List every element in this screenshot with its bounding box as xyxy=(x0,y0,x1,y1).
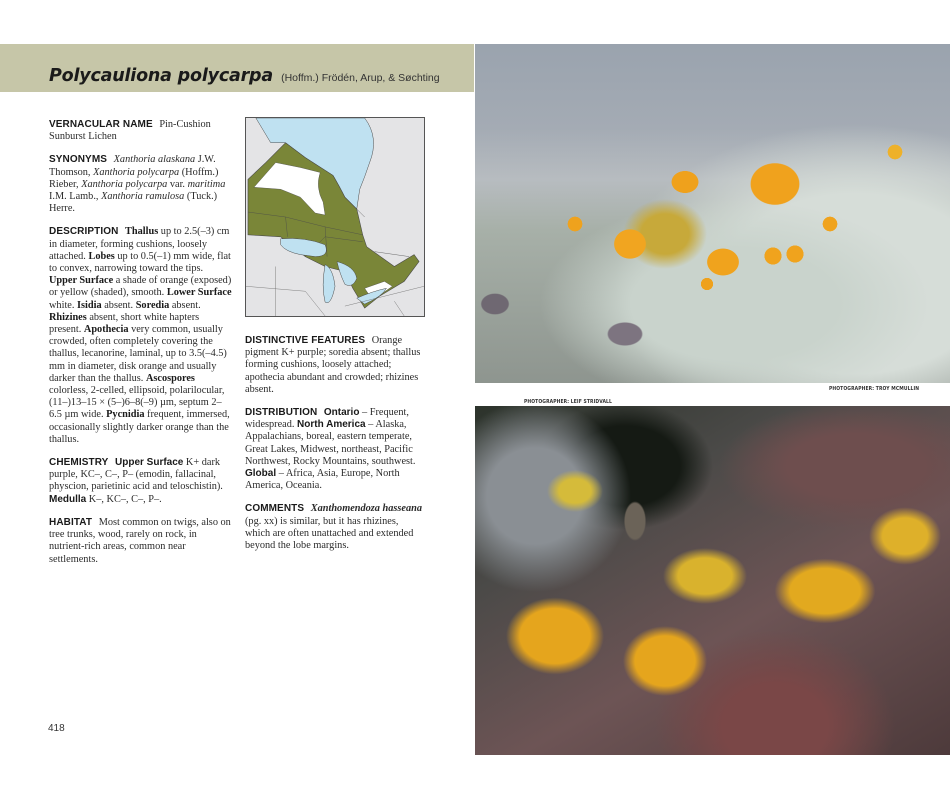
section-heading: DISTINCTIVE FEATURES xyxy=(245,335,366,346)
section-heading: DESCRIPTION xyxy=(49,226,119,238)
section-chemistry xyxy=(49,457,232,506)
section-heading: VERNACULAR NAME xyxy=(49,119,153,130)
section-description xyxy=(49,226,232,446)
text-column-2 xyxy=(245,335,425,563)
section-text: Pin-Cushion Sunburst Lichen xyxy=(49,119,211,143)
authority: (Hoffm.) Frödén, Arup, & Søchting xyxy=(281,72,440,84)
scientific-name: Polycauliona polycarpa xyxy=(49,66,273,86)
species-title xyxy=(49,66,440,86)
section-rich-text: Ontario – Frequent, widespread. North America – Alaska, Appalachians, boreal, eastern temperate, Great Lakes, Midwest, northeast, Pacific Northwest, Rocky Mountains, southwest. Global – Africa, Asia, Europe, North America, Oceania. xyxy=(245,407,416,492)
page-number: 418 xyxy=(48,723,65,734)
section-heading: CHEMISTRY xyxy=(49,457,109,469)
ontario-map-graphic xyxy=(246,118,424,316)
section-heading: SYNONYMS xyxy=(49,154,108,166)
section-heading: HABITAT xyxy=(49,516,93,528)
section-text: Most common on twigs, also on tree trunks, wood, rarely on rock, in nutrient-rich areas, common near settlements. xyxy=(49,516,231,565)
distribution-map xyxy=(245,117,425,317)
section-comments xyxy=(245,503,425,552)
section-rich-text: Thallus up to 2.5(–3) cm in diameter, forming cushions, loosely attached. Lobes up to 0.5(–1) mm wide, flat to convex, narrowing toward the tips. Upper Surface a shade of orange (exposed) or yellow (shaded), smooth. Lower Surface white. Isidia absent. Soredia absent. Rhizines absent, short white hapters present. Apothecia very common, usually crowded, often completely covering the thallus, lecanorine, laminal, up to 3.5(–4.5) mm in diameter, disk orange and usually darker than the thallus. Ascospores colorless, 2-celled, ellipsoid, polarilocular, (11–)13–15 × (5–)6–8(–9) µm, septum 2–6.5 µm wide. Pycnidia frequent, immersed, occasionally slightly darker orange than the thallus. xyxy=(49,226,232,445)
section-vernacular xyxy=(49,119,232,143)
section-text: Orange pigment K+ purple; soredia absent; thallus forming cushions, loosely attached; apothecia abundant and crowded; rhizines absent. xyxy=(245,335,421,395)
section-synonyms xyxy=(49,154,232,215)
photo-top xyxy=(475,44,950,383)
section-rich-text: Upper Surface K+ dark purple, KC–, C–, P– (emodin, fallacinal, physcion, parietinic acid and teloschistin). Medulla K–, KC–, C–, P–. xyxy=(49,457,223,505)
section-rich-text: Xanthomendoza hasseana (pg. xx) is similar, but it has rhizines, which are often unattached and extended beyond the lobe margins. xyxy=(245,503,423,552)
section-heading: COMMENTS xyxy=(245,503,305,515)
section-heading: DISTRIBUTION xyxy=(245,407,318,419)
section-rich-text: Xanthoria alaskana J.W. Thomson, Xanthoria polycarpa (Hoffm.) Rieber, Xanthoria polycarpa var. maritima I.M. Lamb., Xanthoria ramulosa (Tuck.) Herre. xyxy=(49,154,226,215)
photo-credit-bottom: PHOTOGRAPHER: LEIF STRIDVALL xyxy=(524,399,612,405)
section-distinctive-features xyxy=(245,335,425,396)
text-column-1 xyxy=(49,119,232,577)
section-habitat xyxy=(49,517,232,566)
photo-credit-top: PHOTOGRAPHER: TROY MCMULLIN xyxy=(829,386,920,392)
photo-bottom xyxy=(475,406,950,755)
section-distribution xyxy=(245,407,425,492)
